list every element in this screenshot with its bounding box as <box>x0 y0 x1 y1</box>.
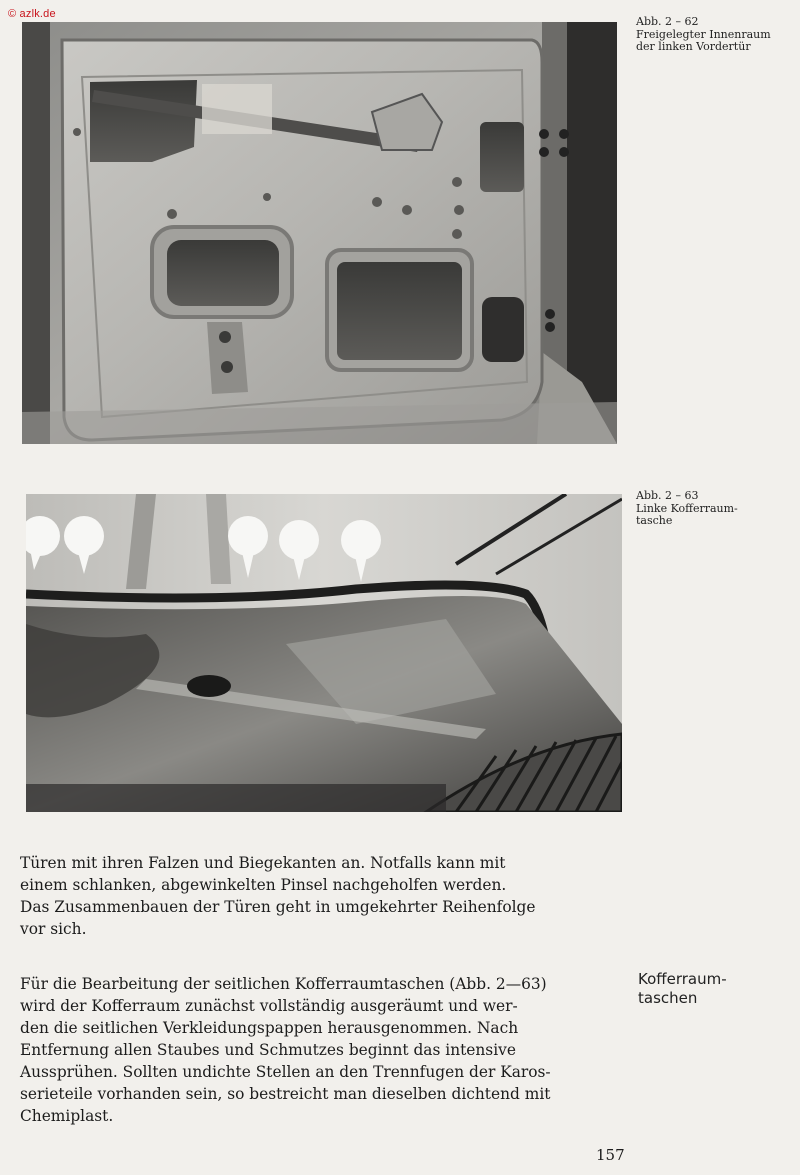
figure-number: Abb. 2 – 62 <box>636 15 699 28</box>
paragraph-line: Für die Bearbeitung der seitlichen Kofferraumtaschen (Abb. 2—63) <box>20 975 547 993</box>
paragraph-line: wird der Kofferraum zunächst vollständig ausgeräumt und wer- <box>20 997 518 1015</box>
trunk-pocket-photo <box>26 494 622 812</box>
caption-line: Linke Kofferraum- <box>636 501 738 515</box>
paragraph-line: Chemiplast. <box>20 1107 114 1125</box>
figure-number: Abb. 2 – 63 <box>636 489 699 502</box>
paragraph-trunk-pockets <box>20 973 626 1127</box>
paragraph-line: den die seitlichen Verkleidungspappen herausgenommen. Nach <box>20 1019 519 1037</box>
paragraph-line: einem schlanken, abgewinkelten Pinsel nachgeholfen werden. <box>20 876 507 894</box>
copyright-watermark: © azlk.de <box>8 8 56 20</box>
paragraph-line: serieteile vorhanden sein, so bestreicht man dieselben dichtend mit <box>20 1085 551 1103</box>
door-interior-illustration <box>22 22 617 444</box>
trunk-pocket-illustration <box>26 494 622 812</box>
paragraph-line: Das Zusammenbauen der Türen geht in umgekehrter Reihenfolge <box>20 898 536 916</box>
side-heading-line: taschen <box>638 989 698 1007</box>
caption-line: tasche <box>636 514 673 527</box>
paragraph-line: Aussprühen. Sollten undichte Stellen an den Trennfugen der Karos- <box>20 1063 551 1081</box>
side-heading-kofferraumtaschen <box>638 970 788 1008</box>
paragraph-line: Entfernung allen Staubes und Schmutzes beginnt das intensive <box>20 1041 516 1059</box>
paragraph-door-assembly <box>20 852 626 940</box>
paragraph-line: Türen mit ihren Falzen und Biegekanten an. Notfalls kann mit <box>20 854 506 872</box>
paragraph-line: vor sich. <box>20 920 87 938</box>
figure-caption-2-62 <box>636 16 792 54</box>
caption-line: Freigelegter Innenraum <box>636 27 771 41</box>
caption-line: der linken Vordertür <box>636 40 751 53</box>
side-heading-line: Kofferraum- <box>638 970 727 988</box>
page-number: 157 <box>596 1146 625 1164</box>
figure-caption-2-63 <box>636 490 792 528</box>
door-interior-photo <box>22 22 617 444</box>
